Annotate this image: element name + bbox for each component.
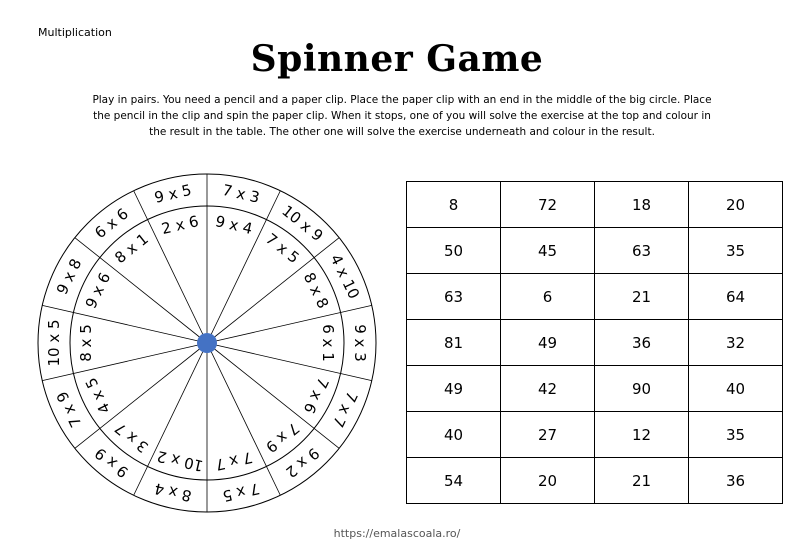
results-cell[interactable]: 40 bbox=[689, 366, 783, 412]
results-cell[interactable]: 50 bbox=[407, 228, 501, 274]
results-table bbox=[406, 181, 783, 504]
results-cell[interactable]: 21 bbox=[595, 274, 689, 320]
spinner-divider-line bbox=[42, 343, 207, 381]
results-table-row bbox=[407, 366, 783, 412]
results-table-row bbox=[407, 274, 783, 320]
results-cell[interactable]: 54 bbox=[407, 458, 501, 504]
results-table-row bbox=[407, 412, 783, 458]
spinner-inner-exercise: 9 x 4 bbox=[213, 212, 255, 238]
spinner-outer-exercise: 6 x 6 bbox=[91, 204, 132, 243]
results-cell[interactable]: 42 bbox=[501, 366, 595, 412]
spinner-outer-exercise: 9 x 2 bbox=[282, 443, 323, 482]
spinner-inner-exercise: 10 x 2 bbox=[155, 446, 206, 475]
results-cell[interactable]: 18 bbox=[595, 182, 689, 228]
spinner-divider-line bbox=[42, 305, 207, 343]
spinner-outer-exercise: 7 x 5 bbox=[220, 479, 262, 506]
spinner-outer-exercise: 4 x 10 bbox=[326, 251, 364, 302]
results-cell[interactable]: 27 bbox=[501, 412, 595, 458]
results-table-row bbox=[407, 320, 783, 366]
results-cell[interactable]: 36 bbox=[595, 320, 689, 366]
spinner-inner-exercise: 8 x 8 bbox=[299, 269, 333, 312]
spinner-inner-exercise: 4 x 5 bbox=[81, 374, 115, 417]
spinner-outer-exercise: 9 x 3 bbox=[351, 324, 369, 362]
spinner-inner-exercise: 3 x 7 bbox=[111, 418, 152, 457]
results-cell[interactable]: 64 bbox=[689, 274, 783, 320]
spinner-inner-exercise: 8 x 5 bbox=[77, 324, 95, 362]
results-cell[interactable]: 63 bbox=[595, 228, 689, 274]
results-cell[interactable]: 40 bbox=[407, 412, 501, 458]
results-cell[interactable]: 36 bbox=[689, 458, 783, 504]
results-cell[interactable]: 45 bbox=[501, 228, 595, 274]
results-table-row bbox=[407, 182, 783, 228]
footer-url: https://emalascoala.ro/ bbox=[333, 527, 461, 540]
spinner-outer-exercise: 7 x 7 bbox=[328, 388, 362, 431]
instructions-text: Play in pairs. You need a pencil and a paper clip. Place the paper clip with an end in the middle of the big circle. Place the pencil in the clip and spin the paper clip. When it stops, one of you will solve the exercise at the top and colour in the result in the table. The other one will solve the exercise underneath and colour in the result. bbox=[92, 94, 712, 138]
spinner-inner-exercise: 7 x 9 bbox=[262, 418, 303, 457]
spinner-outer-exercise: 7 x 9 bbox=[52, 388, 86, 431]
spinner-inner-exercise: 7 x 6 bbox=[299, 374, 333, 417]
results-cell[interactable]: 49 bbox=[501, 320, 595, 366]
results-cell[interactable]: 20 bbox=[689, 182, 783, 228]
results-cell[interactable]: 72 bbox=[501, 182, 595, 228]
spinner-outer-exercise: 9 x 5 bbox=[152, 180, 194, 207]
category-label: Multiplication bbox=[38, 26, 112, 39]
spinner-outer-exercise: 7 x 3 bbox=[220, 180, 262, 207]
spinner-outer-exercise: 9 x 8 bbox=[52, 255, 86, 298]
results-cell[interactable]: 32 bbox=[689, 320, 783, 366]
results-cell[interactable]: 81 bbox=[407, 320, 501, 366]
spinner-outer-exercise: 10 x 9 bbox=[278, 201, 327, 246]
spinner-inner-exercise: 6 x 1 bbox=[319, 324, 337, 362]
spinner-outer-exercise: 8 x 4 bbox=[152, 479, 194, 506]
spinner-inner-exercise: 2 x 6 bbox=[159, 212, 201, 238]
results-table-row bbox=[407, 228, 783, 274]
spinner-inner-exercise: 8 x 1 bbox=[111, 229, 152, 268]
spinner-hub bbox=[197, 333, 217, 353]
page-title: Spinner Game bbox=[250, 38, 544, 80]
results-cell[interactable]: 6 bbox=[501, 274, 595, 320]
spinner-divider-line bbox=[207, 343, 372, 381]
spinner-divider-line bbox=[207, 305, 372, 343]
results-cell[interactable]: 12 bbox=[595, 412, 689, 458]
spinner-outer-exercise: 10 x 5 bbox=[45, 319, 63, 367]
spinner-inner-exercise: 9 x 6 bbox=[81, 269, 115, 312]
results-table-row bbox=[407, 458, 783, 504]
results-cell[interactable]: 21 bbox=[595, 458, 689, 504]
results-cell[interactable]: 90 bbox=[595, 366, 689, 412]
spinner-inner-exercise: 7 x 7 bbox=[213, 448, 255, 474]
results-cell[interactable]: 63 bbox=[407, 274, 501, 320]
spinner-wheel bbox=[27, 173, 387, 513]
results-cell[interactable]: 49 bbox=[407, 366, 501, 412]
spinner-outer-exercise: 9 x 9 bbox=[91, 443, 132, 482]
results-cell[interactable]: 20 bbox=[501, 458, 595, 504]
results-cell[interactable]: 35 bbox=[689, 228, 783, 274]
results-cell[interactable]: 8 bbox=[407, 182, 501, 228]
results-cell[interactable]: 35 bbox=[689, 412, 783, 458]
spinner-inner-exercise: 7 x 5 bbox=[262, 229, 303, 268]
